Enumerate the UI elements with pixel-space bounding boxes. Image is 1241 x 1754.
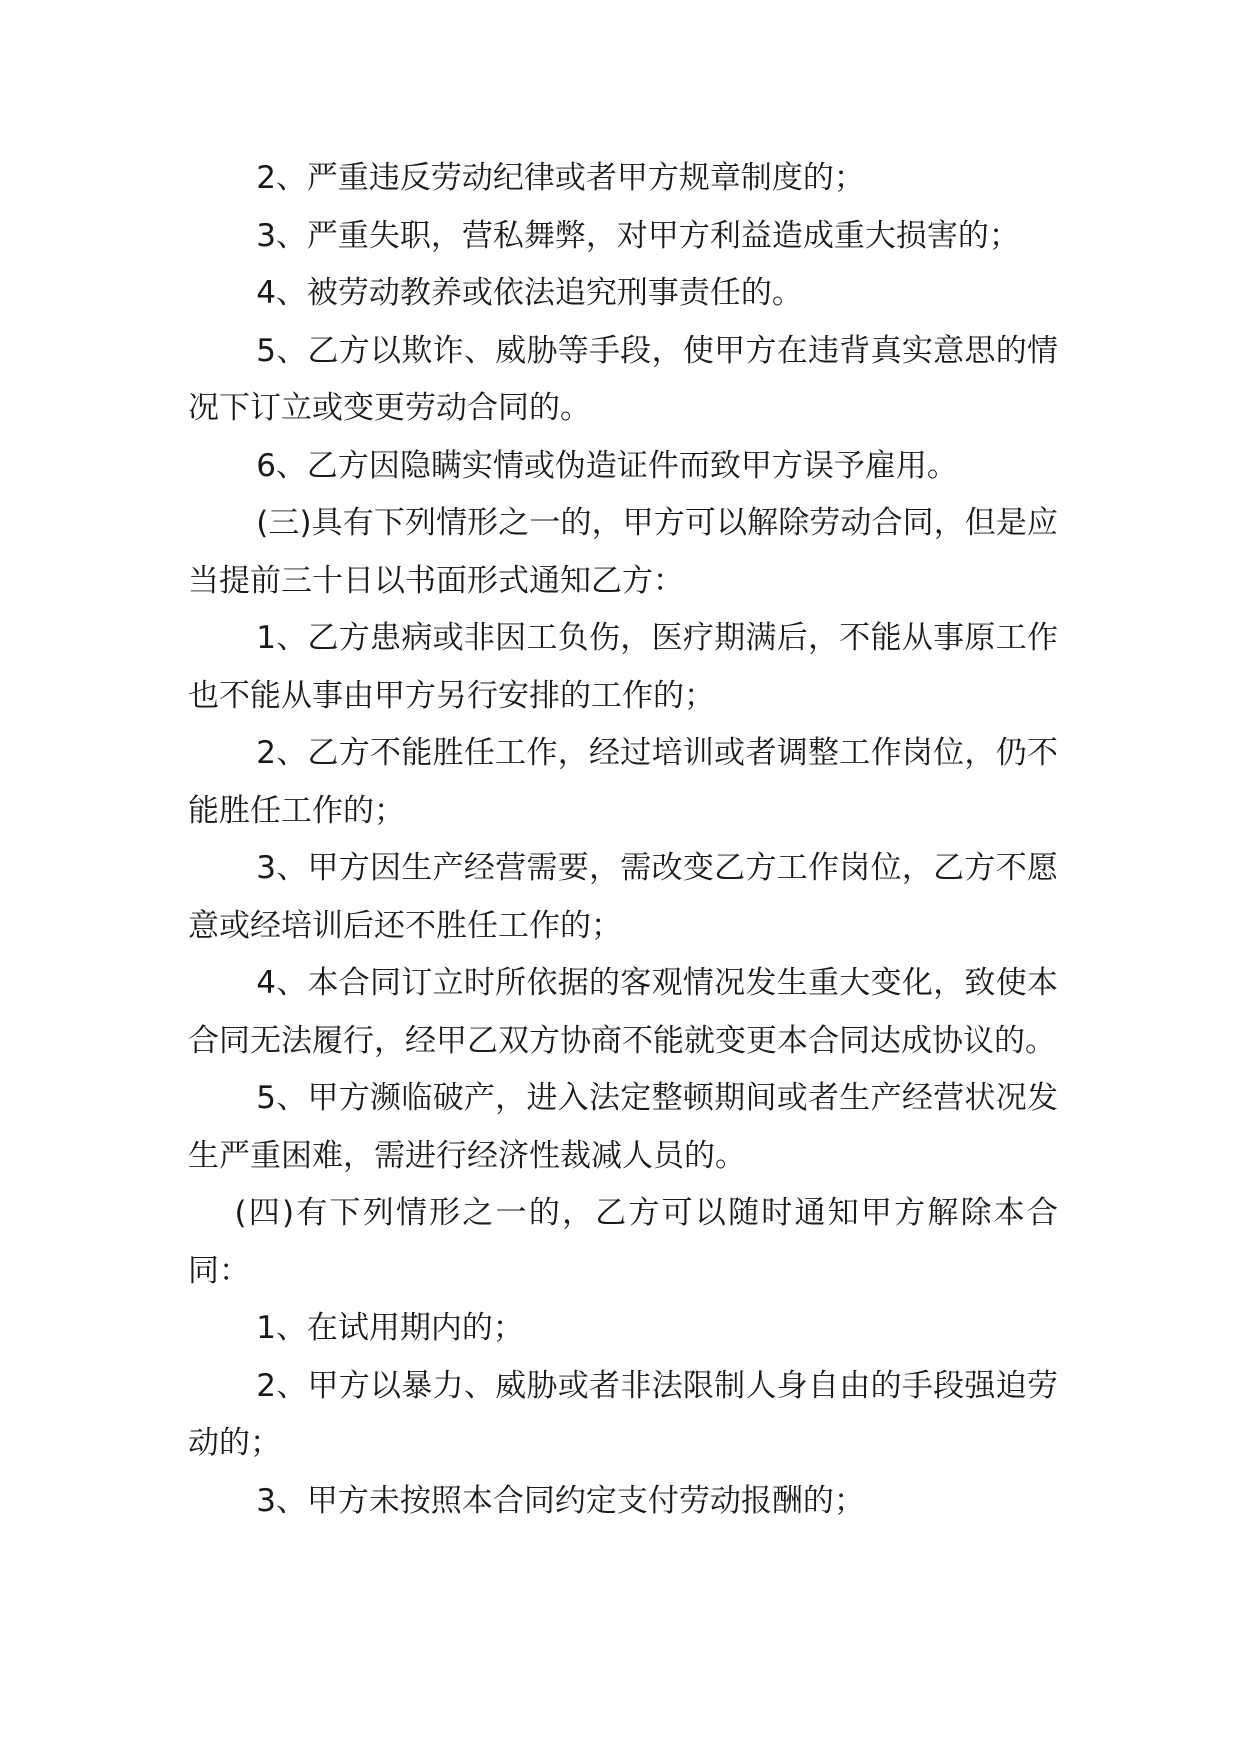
clause-6-forged-documents: 6、乙方因隐瞒实情或伪造证件而致甲方误予雇用。: [256, 447, 958, 484]
document-page: [188, 150, 1058, 1530]
section-4-item-1: 1、在试用期内的；: [256, 1310, 524, 1346]
section-4-item-2: 2、甲方以暴力、威胁或者非法限制人身自由的手段强迫劳动的；: [188, 1367, 1058, 1461]
section-4-item-3: 3、甲方未按照本合同约定支付劳动报酬的；: [256, 1482, 865, 1519]
clause-2-serious-violation: 2、严重违反劳动纪律或者甲方规章制度的；: [256, 160, 865, 196]
clause-5-fraud: 5、乙方以欺诈、威胁等手段，使甲方在违背真实意思的情况下订立或变更劳动合同的。: [188, 332, 1058, 426]
section-3-heading: (三)具有下列情形之一的，甲方可以解除劳动合同，但是应当提前三十日以书面形式通知乙方：: [188, 505, 1058, 599]
section-3-item-3: 3、甲方因生产经营需要，需改变乙方工作岗位，乙方不愿意或经培训后还不胜任工作的；: [188, 850, 1058, 944]
section-3-item-5: 5、甲方濒临破产，进入法定整顿期间或者生产经营状况发生严重困难，需进行经济性裁减人员的。: [188, 1080, 1058, 1174]
section-3-item-4: 4、本合同订立时所依据的客观情况发生重大变化，致使本合同无法履行，经甲乙双方协商不能就变更本合同达成协议的。: [188, 965, 1058, 1059]
clause-3-dereliction: 3、严重失职，营私舞弊，对甲方利益造成重大损害的；: [256, 217, 1020, 254]
section-3-item-2: 2、乙方不能胜任工作，经过培训或者调整工作岗位，仍不能胜任工作的；: [188, 735, 1058, 829]
clause-4-criminal-liability: 4、被劳动教养或依法追究刑事责任的。: [256, 275, 803, 311]
section-3-item-1: 1、乙方患病或非因工负伤，医疗期满后，不能从事原工作也不能从事由甲方另行安排的工作的；: [188, 620, 1058, 714]
section-4-heading: (四)有下列情形之一的，乙方可以随时通知甲方解除本合同：: [188, 1195, 1058, 1289]
